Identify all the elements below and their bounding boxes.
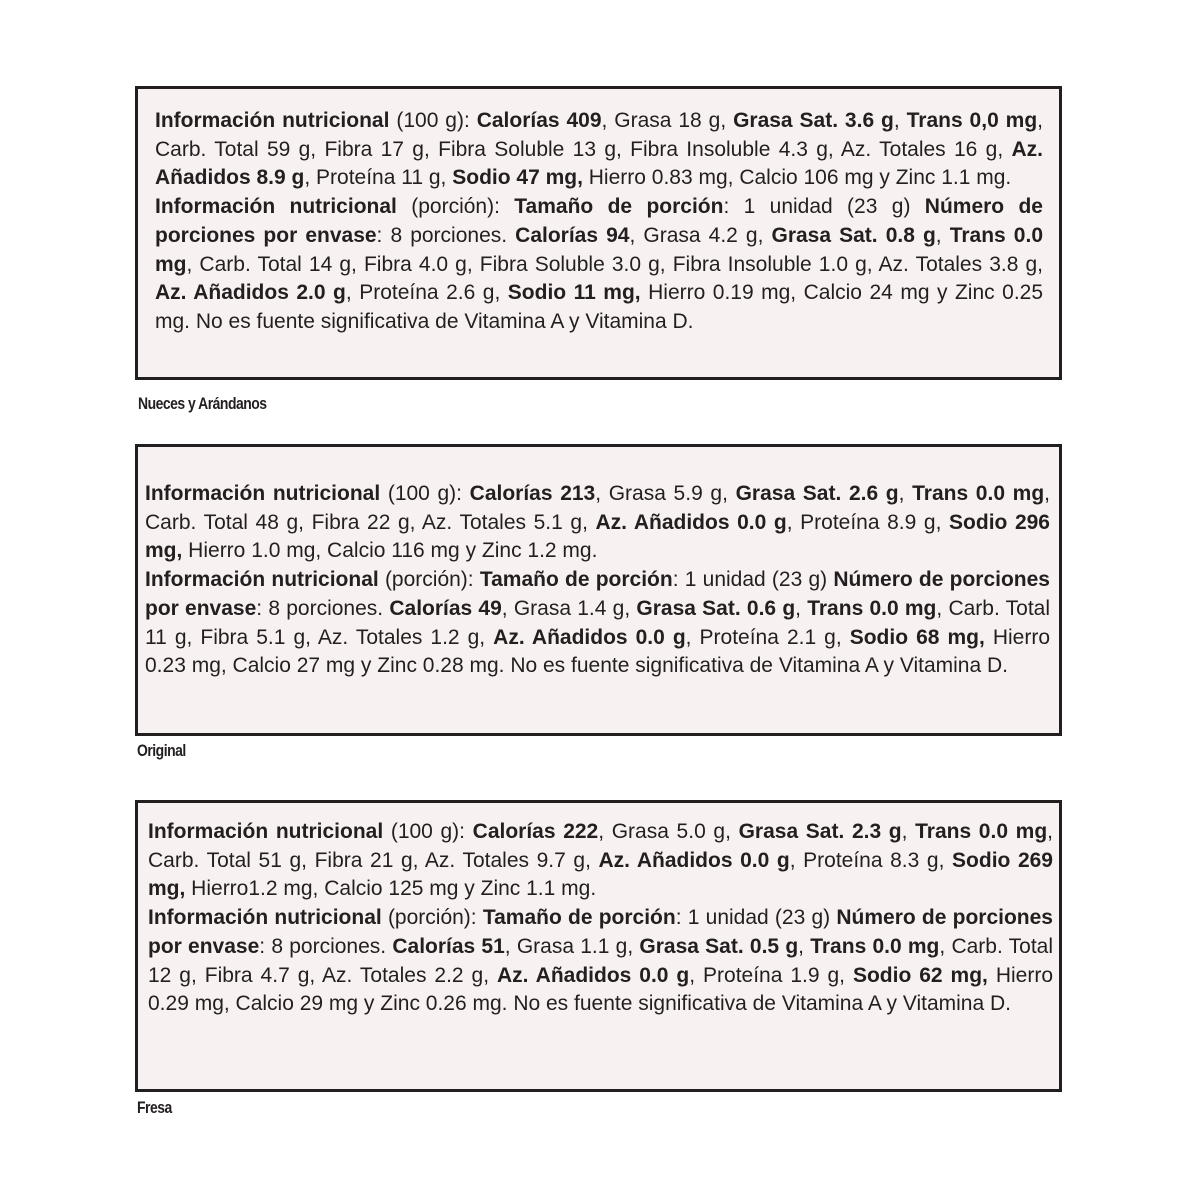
nutrient-highlight: Información nutricional [148, 906, 382, 930]
nutrient-highlight: Trans 0.0 mg [912, 482, 1045, 505]
nutrient-text: : 1 unidad (23 g) [672, 568, 834, 592]
nutrient-text: : 8 porciones. [259, 934, 393, 958]
variant-caption-original: Original [137, 741, 186, 760]
nutrient-text: (porción): [378, 568, 480, 592]
nutrient-text: , Carb. Total 59 g, Fibra 17 g, Fibra Soluble 13 g, Fibra Insoluble 4.3 g, Az. Totales 16 g, [155, 109, 1044, 161]
nutrient-text: , [935, 223, 950, 247]
nutrient-highlight: Sodio 47 mg, [452, 166, 583, 190]
nutrient-highlight: Trans 0.0 mg [155, 223, 1043, 276]
nutrient-highlight: Az. Añadidos 0.0 g [497, 963, 690, 987]
nutrition-per-100g [155, 107, 1043, 193]
nutrient-text: : 1 unidad (23 g) [723, 195, 925, 219]
nutrition-per-portion [148, 904, 1053, 1019]
nutrient-text: : 1 unidad (23 g) [675, 906, 837, 930]
nutrient-highlight: Trans 0.0 mg [810, 934, 940, 958]
nutrient-highlight: Calorías 49 [389, 596, 502, 620]
nutrition-per-portion [145, 566, 1050, 681]
nutrient-highlight: Az. Añadidos 0.0 g [598, 848, 790, 872]
nutrient-text: , Proteína 8.3 g, [789, 848, 953, 872]
nutrient-text: , [901, 820, 916, 843]
variant-caption-nueces: Nueces y Arándanos [138, 394, 267, 413]
nutrient-highlight: Sodio 68 mg, [849, 625, 985, 649]
nutrient-highlight: Sodio 62 mg, [852, 963, 988, 987]
nutrient-highlight: Sodio 296 mg, [145, 510, 1050, 563]
nutrient-text: , Proteína 11 g, [304, 166, 453, 190]
nutrient-text: , Carb. Total 11 g, Fibra 5.1 g, Az. Totales 1.2 g, [145, 596, 1050, 649]
nutrient-text: , Grasa 5.0 g, [598, 820, 739, 843]
nutrient-highlight: Número de porciones por envase [145, 568, 1050, 620]
nutrient-highlight: Grasa Sat. 0.6 g [636, 596, 796, 620]
nutrient-highlight: Grasa Sat. 0.5 g [639, 934, 799, 958]
nutrition-panel-fresa [135, 800, 1062, 1092]
nutrient-text: Hierro 0.83 mg, Calcio 106 mg y Zinc 1.1 mg. [582, 166, 1012, 190]
nutrient-text: , Grasa 18 g, [601, 109, 734, 132]
nutrient-text: , Grasa 1.4 g, [501, 596, 637, 620]
nutrient-highlight: Calorías 409 [476, 109, 602, 132]
nutrient-text: , [893, 109, 907, 132]
nutrition-per-portion [155, 193, 1043, 337]
nutrient-text: , Carb. Total 14 g, Fibra 4.0 g, Fibra Soluble 3.0 g, Fibra Insoluble 1.0 g, Az. Totales 3.8 g, [186, 252, 1043, 276]
nutrient-highlight: Número de porciones por envase [148, 906, 1053, 958]
nutrient-highlight: Número de porciones por envase [155, 195, 1043, 247]
nutrient-highlight: Información nutricional [155, 195, 397, 219]
nutrient-text: , Proteína 8.9 g, [786, 510, 950, 534]
nutrient-text: , Grasa 4.2 g, [629, 223, 772, 247]
nutrition-panel-nueces [135, 86, 1062, 380]
nutrient-highlight: Grasa Sat. 3.6 g [733, 109, 894, 132]
nutrient-text: (100 g): [380, 482, 470, 505]
nutrient-text: (porción): [396, 195, 515, 219]
nutrient-text: Hierro 0.19 mg, Calcio 24 mg y Zinc 0.25 mg. No es fuente significativa de Vitamina A y Vitamina D. [155, 281, 1044, 333]
nutrient-text: , Proteína 2.6 g, [345, 281, 508, 305]
nutrient-highlight: Sodio 269 mg, [148, 848, 1053, 901]
nutrient-text: , Carb. Total 12 g, Fibra 4.7 g, Az. Totales 2.2 g, [148, 934, 1053, 987]
nutrient-highlight: Tamaño de porción [514, 195, 724, 219]
nutrient-text: , Proteína 2.1 g, [685, 625, 850, 649]
nutrient-text: , Grasa 5.9 g, [595, 482, 736, 505]
nutrient-text: , Carb. Total 48 g, Fibra 22 g, Az. Totales 5.1 g, [145, 482, 1050, 534]
variant-caption-fresa: Fresa [137, 1098, 172, 1117]
nutrient-highlight: Az. Añadidos 0.0 g [595, 510, 787, 534]
nutrient-text: : 8 porciones. [376, 223, 516, 247]
nutrient-highlight: Información nutricional [148, 820, 384, 843]
nutrient-text: Hierro 0.23 mg, Calcio 27 mg y Zinc 0.28 mg. No es fuente significativa de Vitamina A y Vitamina D. [145, 625, 1051, 678]
nutrient-highlight: Trans 0.0 mg [807, 596, 937, 620]
nutrient-highlight: Trans 0.0 mg [915, 820, 1048, 843]
nutrient-highlight: Az. Añadidos 0.0 g [493, 625, 686, 649]
nutrient-highlight: Grasa Sat. 2.3 g [738, 820, 902, 843]
nutrient-text: (porción): [381, 906, 483, 930]
nutrition-per-100g [148, 818, 1053, 904]
nutrient-text: , [898, 482, 913, 505]
nutrient-highlight: Calorías 222 [472, 820, 599, 843]
nutrition-per-100g [145, 480, 1050, 566]
nutrient-text: Hierro1.2 mg, Calcio 125 mg y Zinc 1.1 mg. [185, 877, 597, 901]
nutrient-highlight: Sodio 11 mg, [507, 281, 641, 305]
nutrient-text: (100 g): [389, 109, 477, 132]
nutrient-highlight: Información nutricional [145, 568, 379, 592]
nutrient-highlight: Tamaño de porción [479, 568, 673, 592]
nutrient-highlight: Trans 0,0 mg [906, 109, 1038, 132]
nutrient-highlight: Calorías 94 [515, 223, 630, 247]
nutrient-text: , [795, 596, 808, 620]
nutrient-highlight: Calorías 213 [469, 482, 596, 505]
nutrient-highlight: Az. Añadidos 8.9 g [155, 137, 1043, 190]
nutrient-text: (100 g): [383, 820, 473, 843]
nutrient-text: , Carb. Total 51 g, Fibra 21 g, Az. Totales 9.7 g, [148, 820, 1053, 872]
nutrient-highlight: Información nutricional [145, 482, 381, 505]
nutrient-text: Hierro 1.0 mg, Calcio 116 mg y Zinc 1.2 mg. [182, 539, 598, 563]
nutrient-highlight: Grasa Sat. 0.8 g [771, 223, 936, 247]
nutrient-highlight: Grasa Sat. 2.6 g [735, 482, 899, 505]
nutrient-text: , Proteína 1.9 g, [689, 963, 853, 987]
nutrient-highlight: Información nutricional [155, 109, 390, 132]
nutrient-highlight: Tamaño de porción [482, 906, 676, 930]
nutrient-text: Hierro 0.29 mg, Calcio 29 mg y Zinc 0.26 mg. No es fuente significativa de Vitamina A y Vitamina D. [148, 963, 1054, 1016]
nutrient-text: , Grasa 1.1 g, [504, 934, 640, 958]
nutrient-highlight: Az. Añadidos 2.0 g [155, 281, 346, 305]
nutrient-highlight: Calorías 51 [392, 934, 505, 958]
nutrient-text: , [798, 934, 811, 958]
nutrient-text: : 8 porciones. [256, 596, 390, 620]
nutrition-panel-original [135, 444, 1062, 736]
